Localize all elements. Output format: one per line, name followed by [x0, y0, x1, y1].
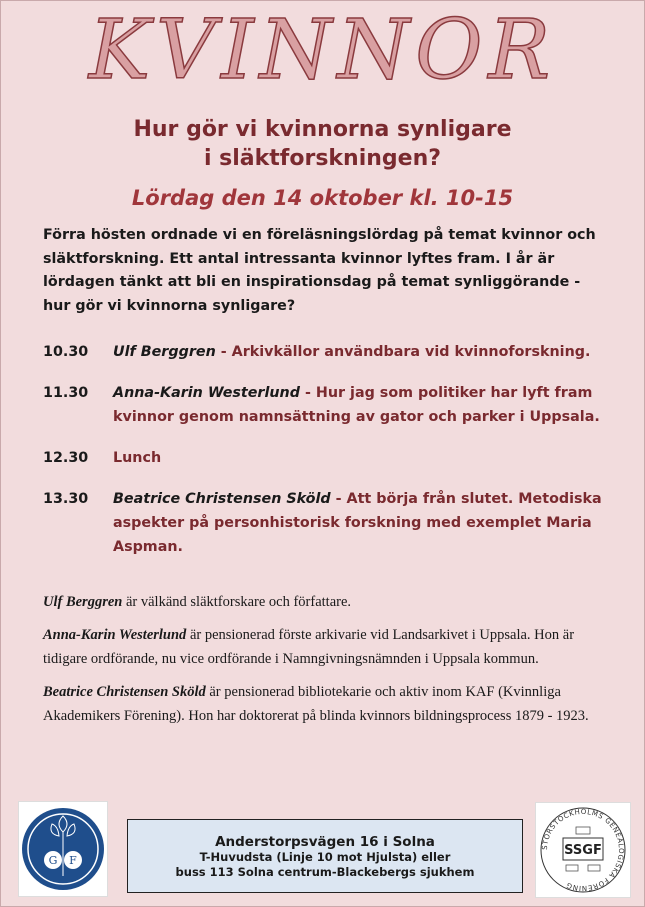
talk-topic: Att börja från slutet. Metodiska aspekter på personhistorisk forskning med exemplet Maria Aspman. [113, 491, 602, 555]
speaker-name: Ulf Berggren [113, 344, 216, 360]
address-box [127, 819, 523, 893]
event-date: Lördag den 14 oktober kl. 10-15 [131, 186, 514, 210]
bio-text: är pensionerad bibliotekarie och aktiv inom KAF (Kvinnliga Akademikers Förening). Hon har doktorerat på blinda kvinnors bildningsprocess 1879 - 1923. [43, 684, 589, 724]
speaker-name: Beatrice Christensen Sköld [113, 491, 331, 507]
bio-paragraph [43, 623, 603, 671]
schedule-content [113, 340, 603, 364]
ssgf-logo [535, 802, 631, 898]
gf-logo-icon [19, 802, 107, 896]
talk-topic: Arkivkällor användbara vid kvinnoforskning. [231, 344, 591, 360]
gf-logo [18, 801, 108, 897]
bio-name: Beatrice Christensen Sköld [43, 684, 206, 700]
speaker-separator: - [299, 385, 316, 401]
gf-logo-f: F [69, 854, 77, 867]
ssgf-logo-icon [536, 803, 630, 897]
bio-text: är pensionerad förste arkivarie vid Landsarkivet i Uppsala. Hon är tidigare ordförande, nu vice ordförande i Namngivningsnämnden i Uppsala kommun. [43, 627, 575, 667]
ssgf-ring-text: STORSTOCKHOLMS GENEALOGISKA FÖRENING [540, 807, 626, 893]
schedule-row [43, 381, 603, 429]
bio-name: Ulf Berggren [43, 594, 123, 610]
poster-title: KVINNOR [88, 3, 557, 98]
subtitle-line-2: i släktforskningen? [203, 146, 442, 171]
speaker-separator: - [330, 491, 347, 507]
gf-logo-g: G [48, 854, 58, 867]
speaker-separator: - [215, 344, 232, 360]
bio-text: är välkänd släktforskare och författare. [122, 594, 352, 610]
intro-paragraph: Förra hösten ordnade vi en föreläsningslördag på temat kvinnor och släktforskning. Ett antal intressanta kvinnor lyftes fram. I år är lördagen tänkt att bli en inspirationsdag på temat synliggörande - hur gör vi kvinnorna synligare? [43, 227, 596, 314]
schedule-row [43, 340, 603, 364]
schedule-time: 11.30 [43, 385, 89, 401]
subtitle-line-1: Hur gör vi kvinnorna synligare [133, 117, 512, 142]
speaker-bios [43, 590, 603, 737]
schedule-time: 13.30 [43, 491, 89, 507]
talk-topic: Lunch [113, 450, 162, 466]
address-street: Anderstorpsvägen 16 i Solna [215, 834, 435, 850]
schedule-row [43, 446, 603, 470]
schedule-content [113, 446, 603, 470]
speaker-name: Anna-Karin Westerlund [113, 385, 300, 401]
poster-subtitle [0, 115, 645, 173]
address-transit-line-1: T-Huvudsta (Linje 10 mot Hjulsta) eller [199, 850, 451, 864]
schedule-row [43, 487, 603, 559]
bio-paragraph [43, 590, 603, 614]
schedule [43, 340, 603, 576]
schedule-content [113, 381, 603, 429]
address-transit-line-2: buss 113 Solna centrum-Blackebergs sjukhem [175, 865, 475, 879]
schedule-time: 12.30 [43, 450, 89, 466]
talk-topic: Hur jag som politiker har lyft fram kvinnor genom namnsättning av gator och parker i Uppsala. [113, 385, 600, 425]
bio-name: Anna-Karin Westerlund [43, 627, 187, 643]
schedule-time: 10.30 [43, 344, 89, 360]
bio-paragraph [43, 680, 603, 728]
ssgf-abbr: SSGF [564, 843, 602, 858]
schedule-content [113, 487, 603, 559]
